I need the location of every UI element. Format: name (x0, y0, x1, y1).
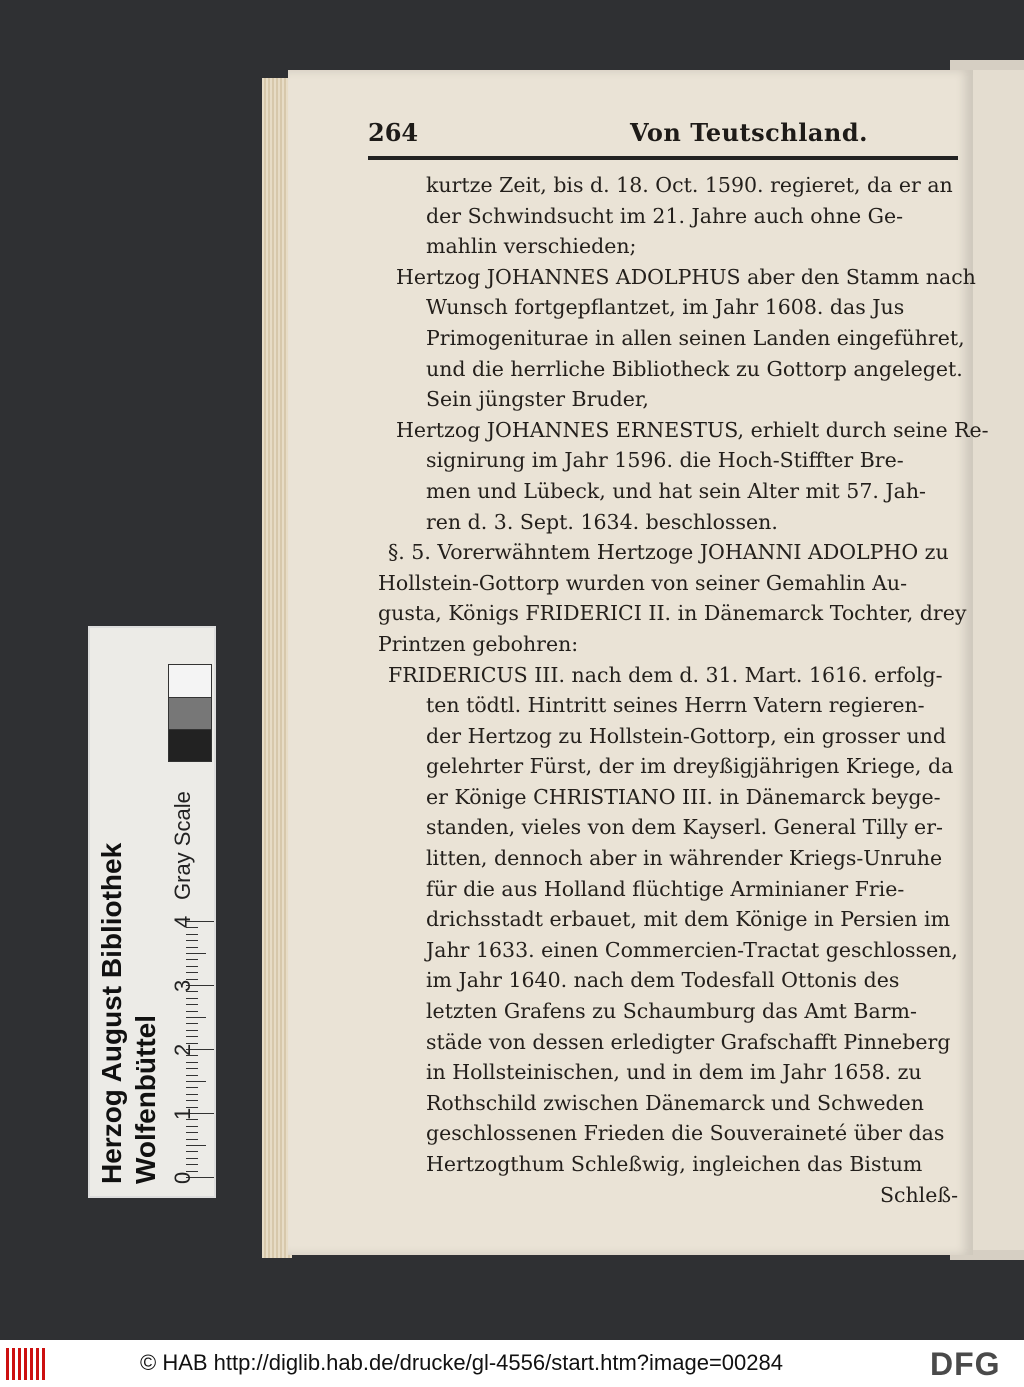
text-line: Wunsch fortgepflantzet, im Jahr 1608. das Jus (426, 295, 905, 320)
text-line: litten, dennoch aber in währender Kriegs-Unruhe (426, 846, 943, 871)
text-line: Rothschild zwischen Dänemarck und Schweden (426, 1090, 924, 1115)
swatch-white (168, 664, 212, 698)
dfg-logo: DFG (930, 1346, 1001, 1382)
text-line: in Hollsteinischen, und in dem im Jahr 1658. zu (426, 1060, 922, 1085)
ruler-tick (186, 934, 198, 935)
text-line: ten tödtl. Hintritt seines Herrn Vatern regieren- (426, 693, 925, 718)
scale-number: 3 (170, 979, 195, 992)
ruler-tick (186, 1158, 198, 1159)
text-line: städe von dessen erledigter Grafschafft Pinneberg (426, 1029, 951, 1054)
text-line: gelehrter Fürst, der im dreyßigjährigen Kriege, da (426, 754, 954, 779)
text-line: §. 5. Vorerwähntem Hertzoge JOHANNI ADOLPHO zu (388, 540, 949, 565)
ruler-tick (186, 972, 198, 973)
institution-city: Wolfenbüttel (130, 1014, 161, 1184)
text-line: Sein jüngster Bruder, (426, 387, 649, 412)
ruler-tick (186, 1030, 198, 1031)
footer-bar (0, 1340, 1024, 1387)
text-line: FRIDERICUS III. nach dem d. 31. Mart. 1616. erfolg- (388, 662, 943, 687)
text-line: Hertzog JOHANNES ERNESTUS, erhielt durch seine Re- (396, 417, 989, 442)
scale-number: 0 (170, 1171, 195, 1184)
text-line: mahlin verschieden; (426, 234, 637, 259)
ruler-tick (186, 947, 198, 948)
header-rule (368, 156, 958, 160)
scale-number: 1 (170, 1107, 195, 1120)
institution-name: Herzog August Bibliothek (96, 842, 127, 1184)
ruler-tick (186, 1081, 206, 1082)
text-line: für die aus Holland flüchtige Arminianer Frie- (426, 876, 905, 901)
text-line: der Hertzog zu Hollstein-Gottorp, ein grosser und (426, 723, 947, 748)
ruler-tick (186, 998, 198, 999)
text-line: im Jahr 1640. nach dem Todesfall Ottonis des (426, 968, 900, 993)
ruler-tick (186, 1132, 198, 1133)
text-line: drichsstadt erbauet, mit dem Könige in Persien im (426, 907, 951, 932)
text-line: signirung im Jahr 1596. die Hoch-Stiffter Bre- (426, 448, 904, 473)
ruler-tick (186, 1068, 198, 1069)
book-page (288, 70, 989, 1255)
text-line: letzten Grafens zu Schaumburg das Amt Barm- (426, 999, 917, 1024)
text-line: Hertzog JOHANNES ADOLPHUS aber den Stamm nach (396, 264, 976, 289)
ruler-tick (186, 1139, 198, 1140)
ruler-tick (186, 1087, 198, 1088)
text-line: kurtze Zeit, bis d. 18. Oct. 1590. regieret, da er an (426, 173, 953, 197)
ruler-tick (186, 1004, 198, 1005)
text-line: Primogeniturae in allen seinen Landen eingeführet, (426, 325, 965, 350)
ruler-tick (186, 1145, 206, 1146)
ruler-tick (186, 1075, 198, 1076)
text-line: Hertzogthum Schleßwig, ingleichen das Bistum (426, 1152, 923, 1176)
ruler-tick (186, 1017, 206, 1018)
ruler-tick (186, 940, 198, 941)
text-line: er Könige CHRISTIANO III. in Dänemarck beyge- (426, 784, 941, 809)
ruler-tick (186, 1126, 198, 1127)
swatch-gray (168, 696, 212, 730)
ruler-tick (186, 1011, 198, 1012)
ruler-tick (186, 959, 198, 960)
ruler-tick (186, 1062, 198, 1063)
catchword: Schleß- (879, 1182, 958, 1207)
ruler-tick (186, 1164, 198, 1165)
text-line: Hollstein-Gottorp wurden von seiner Gemahlin Au- (378, 570, 908, 595)
page-header (368, 118, 958, 158)
copyright-url[interactable]: © HAB http://diglib.hab.de/drucke/gl-4556/start.htm?image=00284 (140, 1350, 783, 1375)
color-scale-ruler (88, 626, 216, 1198)
text-line: standen, vieles von dem Kayserl. General Tilly er- (426, 815, 943, 840)
page-number: 264 (368, 118, 419, 147)
ruler-tick (186, 1100, 198, 1101)
swatch-black (168, 728, 212, 762)
ruler-tick (186, 966, 198, 967)
scale-number: 2 (170, 1043, 195, 1056)
gray-scale-label: Gray Scale (170, 791, 195, 900)
ruler-tick (186, 1151, 198, 1152)
ruler-tick (186, 1036, 198, 1037)
ruler-tick (186, 953, 206, 954)
text-line: men und Lübeck, und hat sein Alter mit 57. Jah- (426, 478, 926, 503)
text-line: ren d. 3. Sept. 1634. beschlossen. (426, 509, 778, 534)
text-line: und die herrliche Bibliotheck zu Gottorp angeleget. (426, 356, 963, 381)
text-line: geschlossenen Frieden die Souveraineté über das (426, 1121, 945, 1146)
text-line: Printzen gebohren: (378, 631, 579, 656)
text-line: gusta, Königs FRIDERICI II. in Dänemarck Tochter, drey (378, 601, 967, 626)
ruler-tick (186, 1023, 198, 1024)
page-text (378, 170, 989, 1210)
text-line: Jahr 1633. einen Commercien-Tractat geschlossen, (426, 937, 958, 962)
text-line: der Schwindsucht im 21. Jahre auch ohne Ge- (426, 203, 904, 228)
scale-number: 4 (170, 915, 195, 928)
running-head: Von Teutschland. (630, 118, 868, 147)
hab-logo-icon (6, 1348, 46, 1380)
ruler-tick (186, 1094, 198, 1095)
